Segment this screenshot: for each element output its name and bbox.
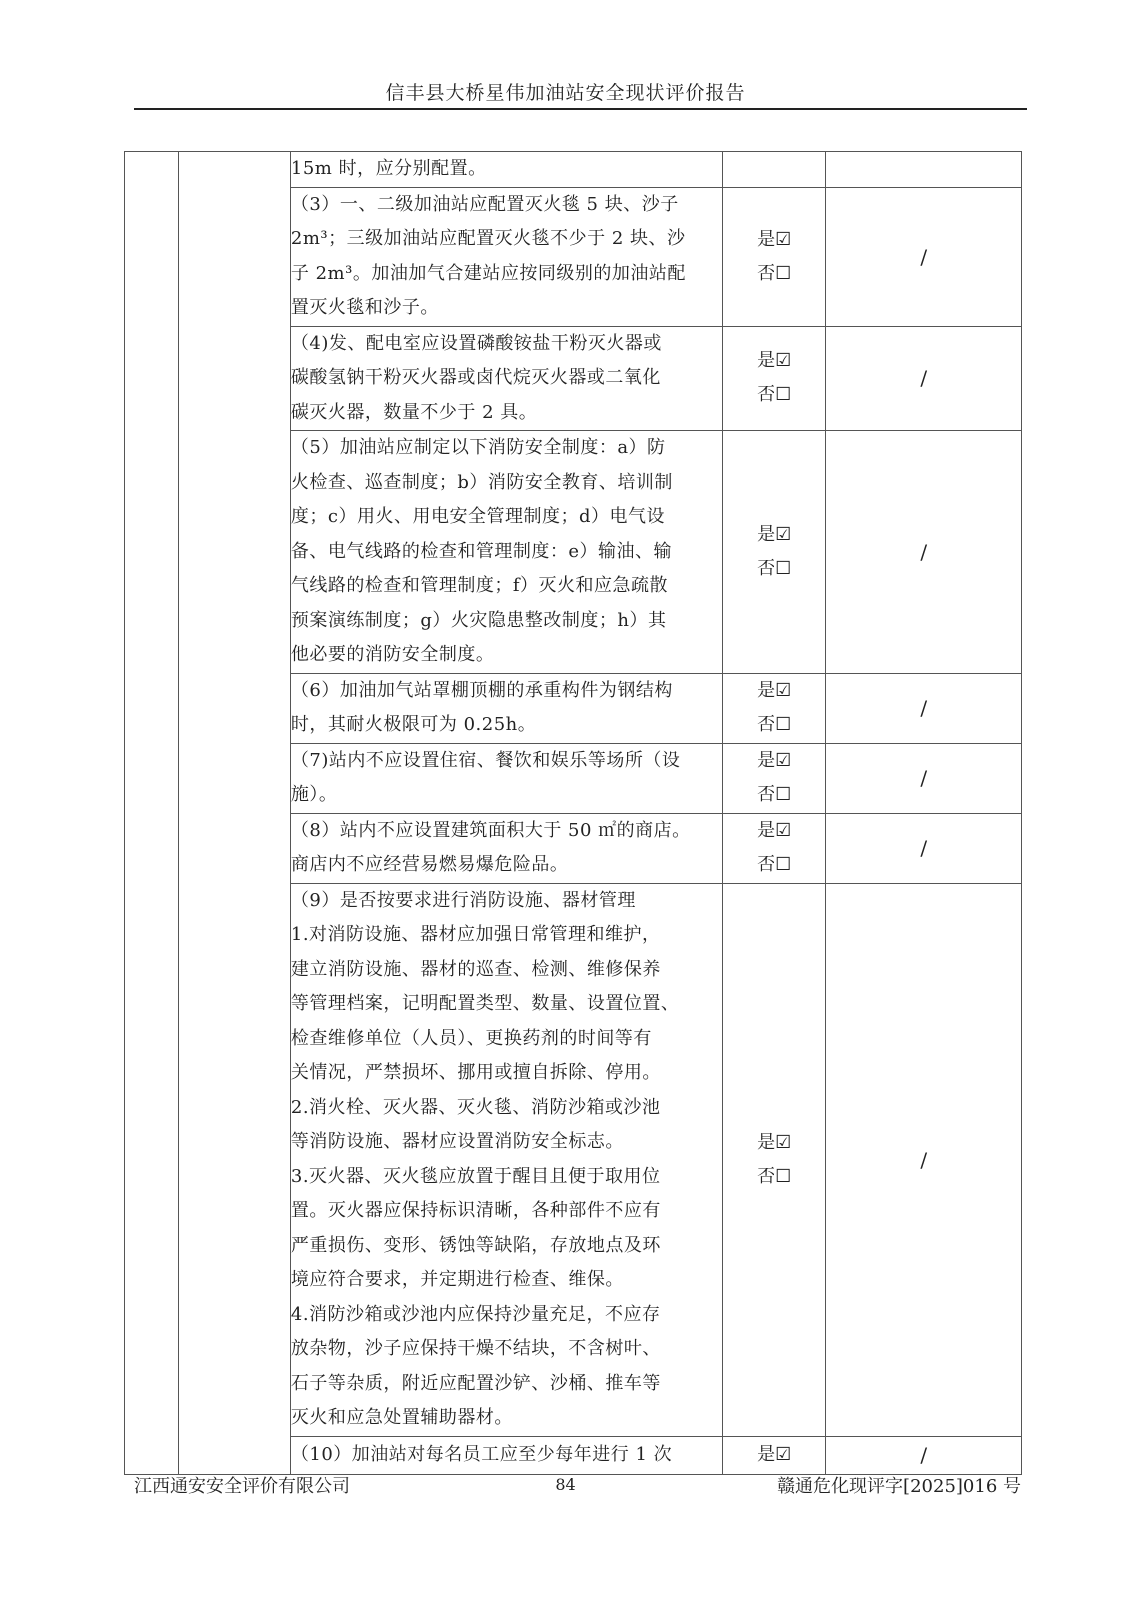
category-cell bbox=[125, 152, 179, 1475]
requirement-line: 等消防设施、器材应设置消防安全标志。 bbox=[290, 1131, 624, 1152]
compliance-check bbox=[722, 431, 825, 674]
requirement-line: 放杂物，沙子应保持干燥不结块，不含树叶、 bbox=[290, 1338, 661, 1359]
requirement-line: 检查维修单位（人员）、更换药剂的时间等有 bbox=[290, 1027, 652, 1049]
yes-checkbox-label: 是☑ bbox=[757, 523, 792, 545]
yes-checkbox-label: 是☑ bbox=[757, 1131, 792, 1153]
result-cell: / bbox=[826, 431, 1022, 674]
requirement-line: 等管理档案，记明配置类型、数量、设置位置、 bbox=[290, 993, 680, 1014]
requirement-line: 施）。 bbox=[290, 784, 338, 805]
requirement-line: 他必要的消防安全制度。 bbox=[290, 644, 495, 665]
requirement-text bbox=[290, 152, 722, 188]
evaluation-table bbox=[124, 151, 1022, 1475]
compliance-check bbox=[722, 813, 825, 883]
requirement-line: 灭火和应急处置辅助器材。 bbox=[290, 1407, 513, 1428]
no-checkbox-label: 否☐ bbox=[757, 262, 792, 284]
requirement-text bbox=[290, 673, 722, 743]
requirement-line: 时，其耐火极限可为 0.25h。 bbox=[290, 714, 537, 735]
result-cell: / bbox=[826, 673, 1022, 743]
no-checkbox-label: 否☐ bbox=[757, 557, 792, 579]
compliance-check bbox=[722, 1436, 825, 1474]
requirement-line: 备、电气线路的检查和管理制度：e）输油、输 bbox=[290, 540, 673, 562]
requirement-line: 2.消火栓、灭火器、灭火毯、消防沙箱或沙池 bbox=[290, 1096, 661, 1118]
yes-checkbox-label: 是☑ bbox=[757, 680, 792, 701]
page-number: 84 bbox=[555, 1475, 576, 1494]
yes-checkbox-label: 是☑ bbox=[757, 1444, 792, 1465]
no-checkbox-label: 否☐ bbox=[757, 384, 792, 406]
result-cell bbox=[826, 152, 1022, 188]
table-row bbox=[125, 152, 1022, 188]
compliance-check bbox=[722, 673, 825, 743]
compliance-check bbox=[722, 883, 825, 1436]
requirement-line: 置。灭火器应保持标识清晰，各种部件不应有 bbox=[290, 1200, 661, 1221]
requirement-line: （3）一、二级加油站应配置灭火毯 5 块、沙子 bbox=[290, 193, 679, 215]
requirement-line: （7)站内不应设置住宿、餐饮和娱乐等场所（设 bbox=[290, 749, 681, 771]
requirement-line: 碳灭火器，数量不少于 2 具。 bbox=[290, 401, 538, 423]
yes-checkbox-label: 是☑ bbox=[757, 228, 792, 250]
requirement-text bbox=[290, 813, 722, 883]
requirement-line: 严重损伤、变形、锈蚀等缺陷，存放地点及环 bbox=[290, 1234, 661, 1256]
requirement-text bbox=[290, 1436, 722, 1474]
yes-checkbox-label: 是☑ bbox=[757, 350, 792, 372]
requirement-line: （10）加油站对每名员工应至少每年进行 1 次 bbox=[290, 1443, 673, 1465]
compliance-check bbox=[722, 187, 825, 326]
footer-doc-number: 赣通危化现评字[2025]016 号 bbox=[777, 1476, 1021, 1497]
requirement-line: 2m³；三级加油站应配置灭火毯不少于 2 块、沙 bbox=[290, 228, 686, 249]
requirement-line: 建立消防设施、器材的巡查、检测、维修保养 bbox=[290, 958, 661, 980]
result-cell: / bbox=[826, 187, 1022, 326]
requirement-text bbox=[290, 187, 722, 326]
result-cell: / bbox=[826, 883, 1022, 1436]
no-checkbox-label: 否☐ bbox=[757, 854, 792, 875]
requirement-line: （6）加油加气站罩棚顶棚的承重构件为钢结构 bbox=[290, 679, 673, 701]
requirement-line: （4)发、配电室应设置磷酸铵盐干粉灭火器或 bbox=[290, 332, 662, 354]
yes-checkbox-label: 是☑ bbox=[757, 820, 792, 841]
requirement-line: 15m 时，应分别配置。 bbox=[290, 158, 487, 179]
requirement-line: 碳酸氢钠干粉灭火器或卤代烷灭火器或二氧化 bbox=[290, 367, 661, 388]
no-checkbox-label: 否☐ bbox=[757, 714, 792, 735]
requirement-line: 1.对消防设施、器材应加强日常管理和维护， bbox=[290, 924, 661, 945]
requirement-text bbox=[290, 883, 722, 1436]
requirement-line: （5）加油站应制定以下消防安全制度：a）防 bbox=[290, 437, 666, 458]
result-cell: / bbox=[826, 1436, 1022, 1474]
requirement-line: 境应符合要求，并定期进行检查、维保。 bbox=[290, 1269, 624, 1290]
requirement-line: （8）站内不应设置建筑面积大于 50 ㎡的商店。 bbox=[290, 819, 691, 841]
requirement-line: 石子等杂质，附近应配置沙铲、沙桶、推车等 bbox=[290, 1372, 661, 1394]
requirement-line: 商店内不应经营易燃易爆危险品。 bbox=[290, 854, 569, 875]
requirement-line: 关情况，严禁损坏、挪用或擅自拆除、停用。 bbox=[290, 1062, 661, 1083]
requirement-line: 子 2m³。加油加气合建站应按同级别的加油站配 bbox=[290, 262, 686, 284]
requirement-text bbox=[290, 326, 722, 431]
compliance-check bbox=[722, 326, 825, 431]
footer-company: 江西通安安全评价有限公司 bbox=[134, 1476, 350, 1497]
requirement-line: 度；c）用火、用电安全管理制度；d）电气设 bbox=[290, 506, 665, 527]
no-checkbox-label: 否☐ bbox=[757, 784, 792, 805]
page-header-title: 信丰县大桥星伟加油站安全现状评价报告 bbox=[385, 82, 746, 104]
requirement-line: 置灭火毯和沙子。 bbox=[290, 297, 439, 318]
result-cell: / bbox=[826, 743, 1022, 813]
requirement-line: 4.消防沙箱或沙池内应保持沙量充足，不应存 bbox=[290, 1303, 661, 1325]
requirement-line: 火检查、巡查制度；b）消防安全教育、培训制 bbox=[290, 471, 673, 493]
no-checkbox-label: 否☐ bbox=[757, 1165, 792, 1187]
result-cell: / bbox=[826, 326, 1022, 431]
compliance-check bbox=[722, 152, 825, 188]
subcategory-cell bbox=[179, 152, 291, 1475]
header-rule bbox=[134, 108, 1027, 110]
requirement-line: 3.灭火器、灭火毯应放置于醒目且便于取用位 bbox=[290, 1165, 661, 1187]
requirement-text bbox=[290, 743, 722, 813]
requirement-text bbox=[290, 431, 722, 674]
requirement-line: （9）是否按要求进行消防设施、器材管理 bbox=[290, 889, 636, 911]
yes-checkbox-label: 是☑ bbox=[757, 750, 792, 771]
compliance-check bbox=[722, 743, 825, 813]
result-cell: / bbox=[826, 813, 1022, 883]
requirement-line: 气线路的检查和管理制度；f）灭火和应急疏散 bbox=[290, 575, 669, 596]
requirement-line: 预案演练制度；g）火灾隐患整改制度；h）其 bbox=[290, 609, 667, 631]
